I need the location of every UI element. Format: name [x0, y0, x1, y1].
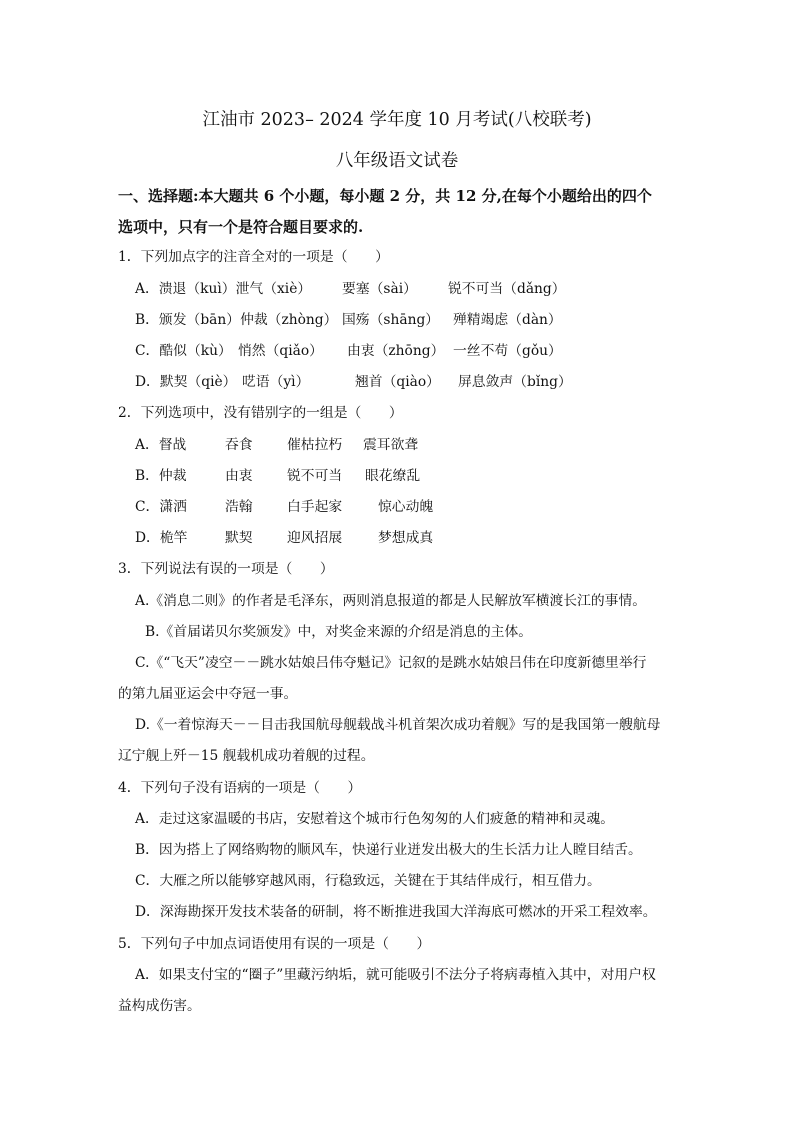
exam-subtitle: 八年级语文试卷 — [335, 151, 459, 171]
question-4-option-a: A．走过这家温暖的书店，安慰着这个城市行色匆匆的人们疲惫的精神和灵魂。 — [135, 811, 615, 827]
question-5-stem: 5．下列句子中加点词语使用有误的一项是（ ） — [118, 936, 431, 952]
q1-b-part1: B．颁发（bān）仲裁（zhòng） — [135, 312, 338, 328]
q1-d-part2: 呓语（yì） — [242, 374, 310, 390]
question-3-option-b: B.《首届诺贝尔奖颁发》中，对奖金来源的介绍是消息的主体。 — [145, 624, 533, 640]
question-3-option-c-line1: C.《“飞天”凌空－－跳水姑娘吕伟夺魁记》记叙的是跳水姑娘吕伟在印度新德里举行 — [135, 655, 647, 671]
q2-a-part1: A．督战 — [135, 437, 187, 453]
question-3-option-d-line1: D.《一着惊海天－－目击我国航母舰载战斗机首架次成功着舰》写的是我国第一艘航母 — [135, 717, 661, 733]
q2-c-part3: 白手起家 — [287, 499, 343, 515]
q2-d-part4: 梦想成真 — [378, 530, 434, 546]
q2-c-part1: C．潇洒 — [135, 499, 187, 515]
q2-d-part2: 默契 — [225, 530, 253, 546]
question-3-option-c-line2: 的第九届亚运会中夺冠一事。 — [118, 686, 298, 702]
q1-c-part2: 悄然（qiǎo） — [238, 343, 323, 359]
section-heading-line1: 一、选择题:本大题共 6 个小题，每小题 2 分，共 12 分,在每个小题给出的四个 — [118, 187, 652, 205]
q2-a-part4: 震耳欲聋 — [363, 437, 419, 453]
question-3-stem: 3．下列说法有误的一项是（ ） — [118, 561, 334, 577]
q1-c-part1: C．酷似（kù） — [135, 343, 232, 359]
question-1-stem: 1．下列加点字的注音全对的一项是（ ） — [118, 249, 389, 265]
q1-d-part4: 屏息敛声（bǐng） — [458, 374, 572, 390]
question-3-option-d-line2: 辽宁舰上歼－15 舰载机成功着舰的过程。 — [118, 748, 375, 764]
question-4-stem: 4．下列句子没有语病的一项是（ ） — [118, 780, 362, 796]
q2-a-part2: 吞食 — [225, 437, 253, 453]
q1-d-part1: D．默契（qiè） — [135, 374, 237, 390]
exam-title: 江油市 2023– 2024 学年度 10 月考试(八校联考) — [202, 110, 592, 130]
q1-b-part3: 殚精竭虑（dàn） — [453, 312, 562, 328]
question-4-option-b: B．因为搭上了网络购物的顺风车，快递行业迸发出极大的生长活力让人瞠目结舌。 — [135, 842, 642, 858]
q2-b-part1: B．仲裁 — [135, 468, 187, 484]
q2-b-part2: 由衷 — [225, 468, 253, 484]
question-3-option-a: A.《消息二则》的作者是毛泽东，两则消息报道的都是人民解放军横渡长江的事情。 — [135, 593, 647, 609]
q1-b-part2: 国殇（shāng） — [342, 312, 440, 328]
question-4-option-d: D．深海勘探开发技术装备的研制，将不断推进我国大洋海底可燃冰的开采工程效率。 — [135, 904, 657, 920]
q2-a-part3: 催枯拉朽 — [287, 437, 343, 453]
q1-a-part1: A．溃退（kuì）泄气（xiè） — [135, 281, 312, 297]
section-heading-line2: 选项中，只有一个是符合题目要求的. — [118, 218, 364, 236]
q1-c-part4: 一丝不苟（gǒu） — [453, 343, 562, 359]
q2-c-part4: 惊心动魄 — [378, 499, 434, 515]
q1-a-part3: 锐不可当（dǎng） — [448, 281, 566, 297]
question-5-option-a-line2: 益构成伤害。 — [118, 998, 201, 1014]
question-4-option-c: C．大雁之所以能够穿越风雨，行稳致远，关键在于其结伴成行，相互借力。 — [135, 873, 601, 889]
q2-b-part4: 眼花缭乱 — [365, 468, 421, 484]
q1-c-part3: 由衷（zhōng） — [347, 343, 445, 359]
q2-d-part1: D．桅竿 — [135, 530, 188, 546]
q1-d-part3: 翘首（qiào） — [355, 374, 440, 390]
question-2-stem: 2．下列选项中，没有错别字的一组是（ ） — [118, 405, 403, 421]
question-5-option-a-line1: A．如果支付宝的“圈子”里藏污纳垢，就可能吸引不法分子将病毒植入其中，对用户权 — [135, 967, 656, 983]
q1-a-part2: 要塞（sài） — [342, 281, 417, 297]
section-heading — [118, 181, 678, 243]
q2-c-part2: 浩翰 — [225, 499, 253, 515]
q2-d-part3: 迎风招展 — [287, 530, 343, 546]
q2-b-part3: 锐不可当 — [287, 468, 343, 484]
